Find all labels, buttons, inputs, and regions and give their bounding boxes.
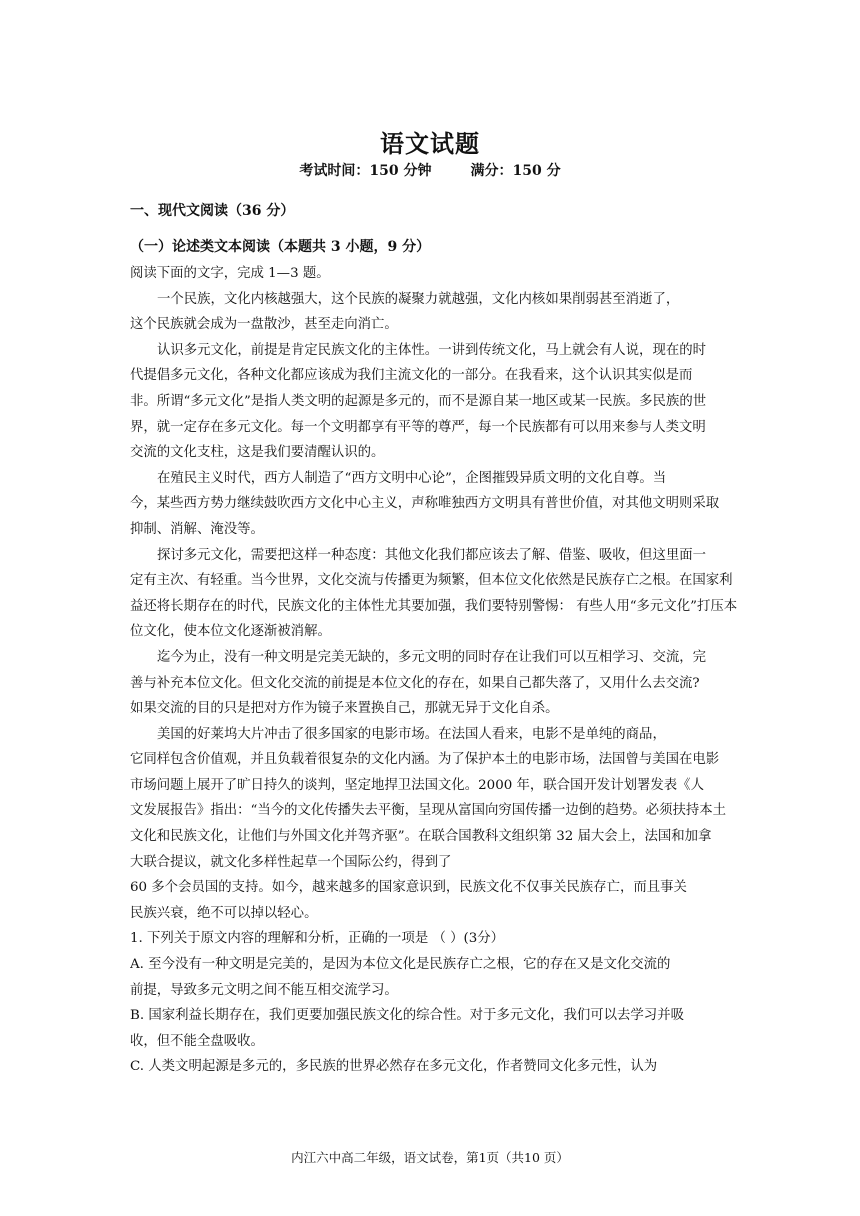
text-line: 文发展报告》指出：“当今的文化传播失去平衡，呈现从富国向穷国传播一边倒的趋势。必须扶持本土 (130, 803, 727, 819)
text-line: 1. 下列关于原文内容的理解和分析，正确的一项是 （ ）(3分） (130, 931, 505, 947)
text-line: 今，某些西方势力继续鼓吹西方文化中心主义，声称唯独西方文明具有普世价值，对其他文明则采取 (130, 496, 720, 512)
section-heading: 一、现代文阅读（36 分） (130, 203, 295, 219)
text-line: 位文化，使本位文化逐渐被消解。 (130, 624, 331, 640)
text-line: A. 至今没有一种文明是完美的，是因为本位文化是民族存亡之根，它的存在又是文化交流的 (130, 957, 671, 973)
document-title: 语文试题 (380, 129, 480, 158)
text-line: 探讨多元文化，需要把这样一种态度：其他文化我们都应该去了解、借鉴、吸收，但这里面一 (157, 547, 707, 563)
text-line: 善与补充本位文化。但文化交流的前提是本位文化的存在，如果自己都失落了，又用什么去交流? (130, 675, 700, 691)
text-line: 这个民族就会成为一盘散沙，甚至走向消亡。 (130, 317, 398, 333)
text-line: 如果交流的目的只是把对方作为镜子来置换自己，那就无异于文化自杀。 (130, 701, 559, 717)
text-line: 抑制、消解、淹没等。 (130, 521, 264, 537)
subsection-heading: （一）论述类文本阅读（本题共 3 小题，9 分） (130, 239, 431, 255)
text-line: 大联合提议，就文化多样性起草一个国际公约，得到了 (130, 854, 452, 870)
text-line: 迄今为止，没有一种文明是完美无缺的，多元文明的同时存在让我们可以互相学习、交流，完 (157, 649, 707, 665)
text-line: 一个民族，文化内核越强大，这个民族的凝聚力就越强，文化内核如果削弱甚至消逝了， (157, 291, 680, 307)
text-line: 前提，导致多元文明之间不能互相交流学习。 (130, 982, 398, 998)
text-line: 收，但不能全盘吸收。 (130, 1033, 264, 1049)
text-line: C. 人类文明起源是多元的，多民族的世界必然存在多元文化，作者赞同文化多元性，认为 (130, 1059, 658, 1075)
text-line: 交流的文化支柱，这是我们要清醒认识的。 (130, 445, 385, 461)
text-line: 市场问题上展开了旷日持久的谈判，坚定地捍卫法国文化。2000 年，联合国开发计划署发表《人 (130, 777, 704, 793)
text-line: B. 国家利益长期存在，我们更要加强民族文化的综合性。对于多元文化，我们可以去学习并吸 (130, 1008, 684, 1024)
exam-info: 考试时间：150 分钟 满分：150 分 (299, 163, 561, 179)
text-line: 认识多元文化，前提是肯定民族文化的主体性。一讲到传统文化，马上就会有人说，现在的时 (157, 342, 707, 358)
text-line: 文化和民族文化，让他们与外国文化并驾齐驱”。在联合国教科文组织第 32 届大会上，法国和加拿 (130, 829, 712, 845)
text-line: 益还将长期存在的时代，民族文化的主体性尤其要加强，我们要特别警惕： 有些人用“多元文化”打压本 (130, 598, 738, 614)
text-line: 美国的好莱坞大片冲击了很多国家的电影市场。在法国人看来，电影不是单纯的商品， (157, 726, 666, 742)
text-line: 定有主次、有轻重。当今世界，文化交流与传播更为频繁，但本位文化依然是民族存亡之根。在国家利 (130, 573, 733, 589)
text-line: 民族兴衰，绝不可以掉以轻心。 (130, 905, 318, 921)
text-line: 它同样包含价值观，并且负载着很复杂的文化内涵。为了保护本土的电影市场，法国曾与美国在电影 (130, 752, 720, 768)
text-line: 界，就一定存在多元文化。每一个文明都享有平等的尊严，每一个民族都有可以用来参与人类文明 (130, 419, 706, 435)
text-line: 非。所谓“多元文化”是指人类文明的起源是多元的，而不是源自某一地区或某一民族。多民族的世 (130, 393, 707, 409)
page-footer: 内江六中高二年级，语文试卷，第1页（共10 页） (291, 1150, 569, 1165)
text-line: 在殖民主义时代，西方人制造了“西方文明中心论”，企图摧毁异质文明的文化自尊。当 (157, 470, 667, 486)
text-line: 代提倡多元文化，各种文化都应该成为我们主流文化的一部分。在我看来，这个认识其实似是而 (130, 368, 693, 384)
reading-passage (130, 261, 740, 1080)
text-line: 60 多个会员国的支持。如今，越来越多的国家意识到，民族文化不仅事关民族存亡，而且事关 (130, 880, 687, 896)
text-line: 阅读下面的文字，完成 1—3 题。 (130, 266, 330, 281)
